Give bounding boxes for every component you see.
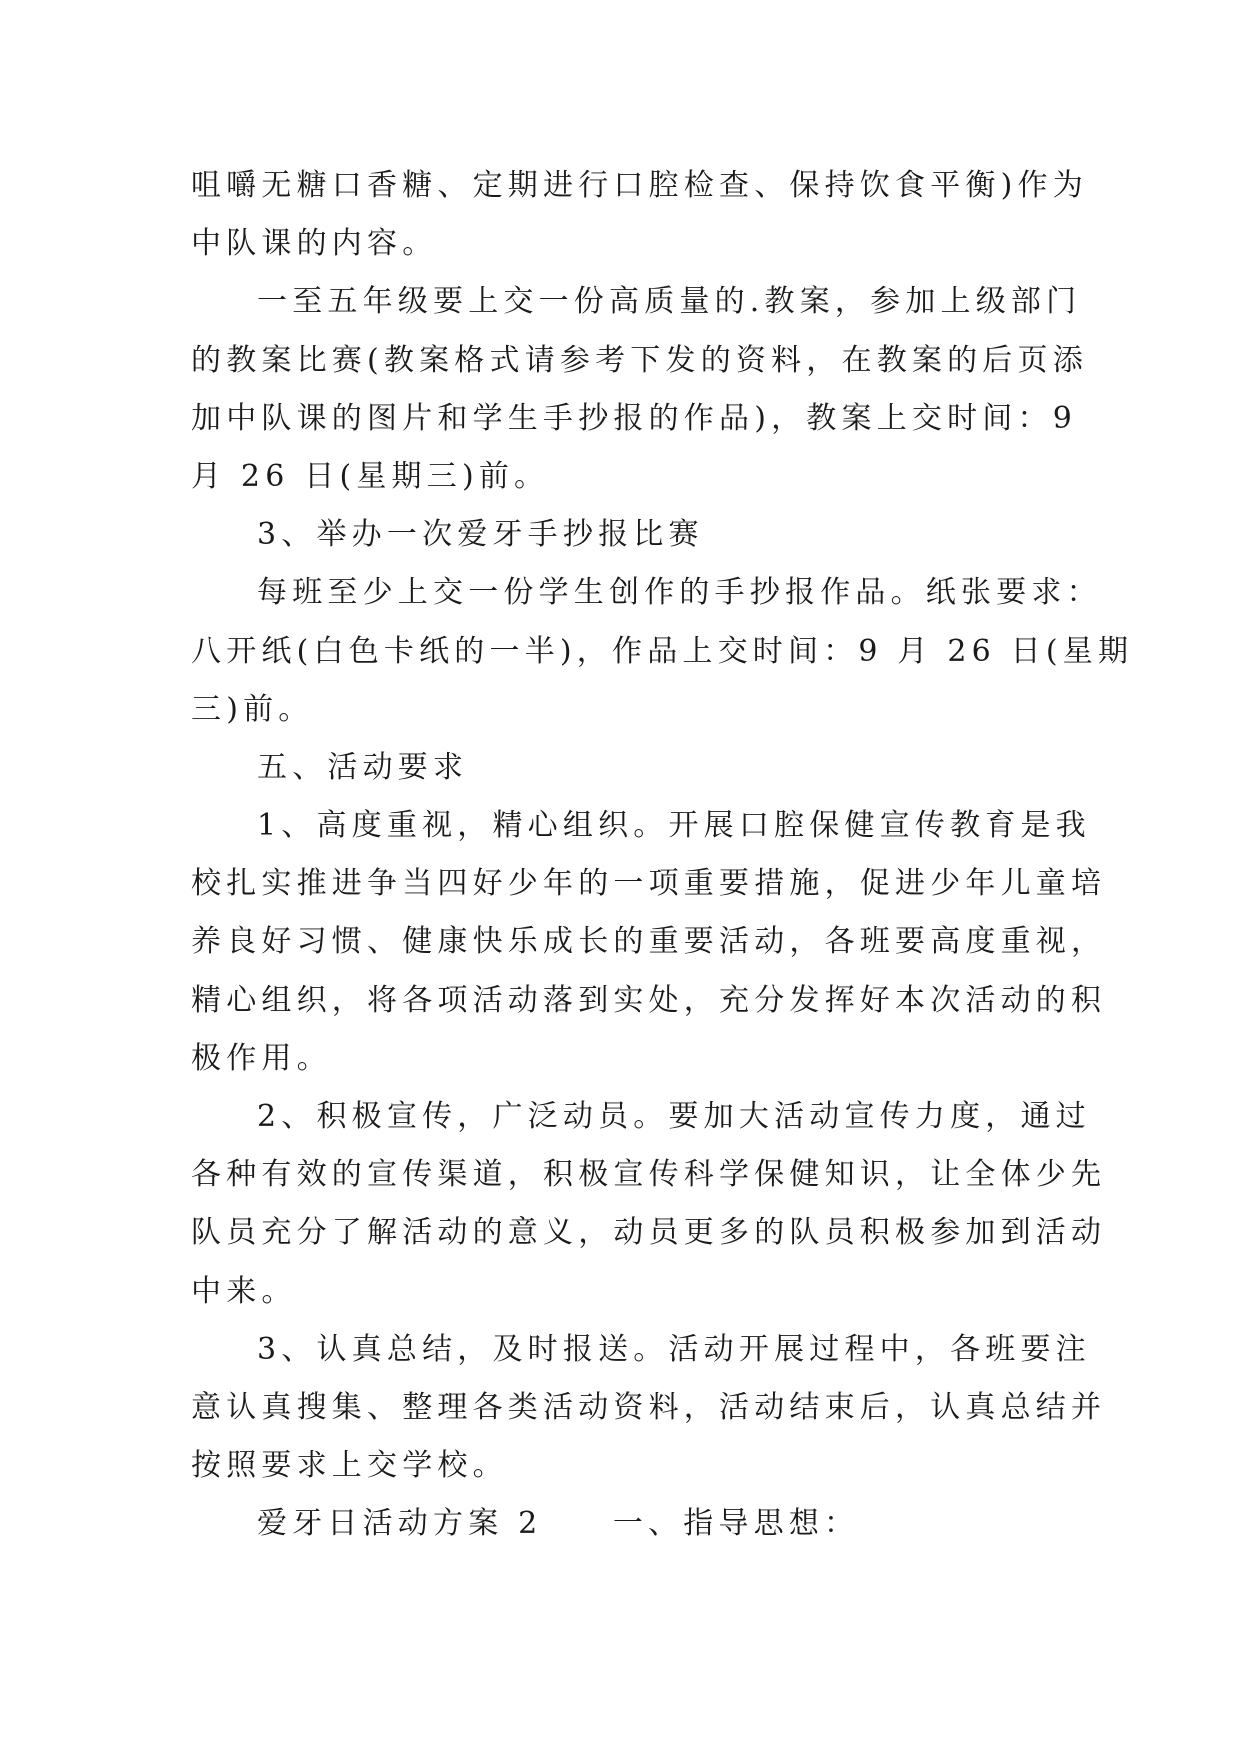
text-line: 中来。 xyxy=(191,1273,297,1309)
text-line: 养良好习惯、健康快乐成长的重要活动，各班要高度重视， xyxy=(191,924,1107,960)
text-line: 校扎实推进争当四好少年的一项重要措施，促进少年儿童培 xyxy=(191,866,1107,902)
section-heading: 爱牙日活动方案 2 一、指导思想： xyxy=(257,1506,860,1542)
text-line: 意认真搜集、整理各类活动资料，活动结束后，认真总结并 xyxy=(191,1389,1107,1425)
text-line: 队员充分了解活动的意义，动员更多的队员积极参加到活动 xyxy=(191,1215,1107,1251)
text-line: 咀嚼无糖口香糖、定期进行口腔检查、保持饮食平衡)作为 xyxy=(191,168,1088,203)
text-line: 一至五年级要上交一份高质量的.教案，参加上级部门 xyxy=(257,284,1082,320)
text-line: 的教案比赛(教案格式请参考下发的资料，在教案的后页添 xyxy=(191,342,1088,378)
section-heading: 五、活动要求 xyxy=(257,749,469,785)
text-line: 3、认真总结，及时报送。活动开展过程中，各班要注 xyxy=(257,1331,1091,1367)
text-line: 按照要求上交学校。 xyxy=(191,1448,508,1484)
text-line: 每班至少上交一份学生创作的手抄报作品。纸张要求： xyxy=(257,575,1102,611)
text-line: 三)前。 xyxy=(191,691,314,727)
section-heading: 3、举办一次爱牙手抄报比赛 xyxy=(257,517,704,553)
text-line: 加中队课的图片和学生手抄报的作品)，教案上交时间：9 xyxy=(191,400,1077,436)
text-line: 八开纸(白色卡纸的一半)，作品上交时间：9 月 26 日(星期 xyxy=(191,633,1134,669)
text-line: 各种有效的宣传渠道，积极宣传科学保健知识，让全体少先 xyxy=(191,1157,1107,1193)
text-line: 月 26 日(星期三)前。 xyxy=(191,458,550,494)
text-line: 1、高度重视，精心组织。开展口腔保健宣传教育是我 xyxy=(257,808,1091,844)
text-line: 极作用。 xyxy=(191,1040,332,1076)
text-line: 中队课的内容。 xyxy=(191,226,438,262)
text-line: 2、积极宣传，广泛动员。要加大活动宣传力度，通过 xyxy=(257,1099,1091,1134)
document-body xyxy=(191,157,1134,1554)
text-line: 精心组织，将各项活动落到实处，充分发挥好本次活动的积 xyxy=(191,982,1107,1018)
